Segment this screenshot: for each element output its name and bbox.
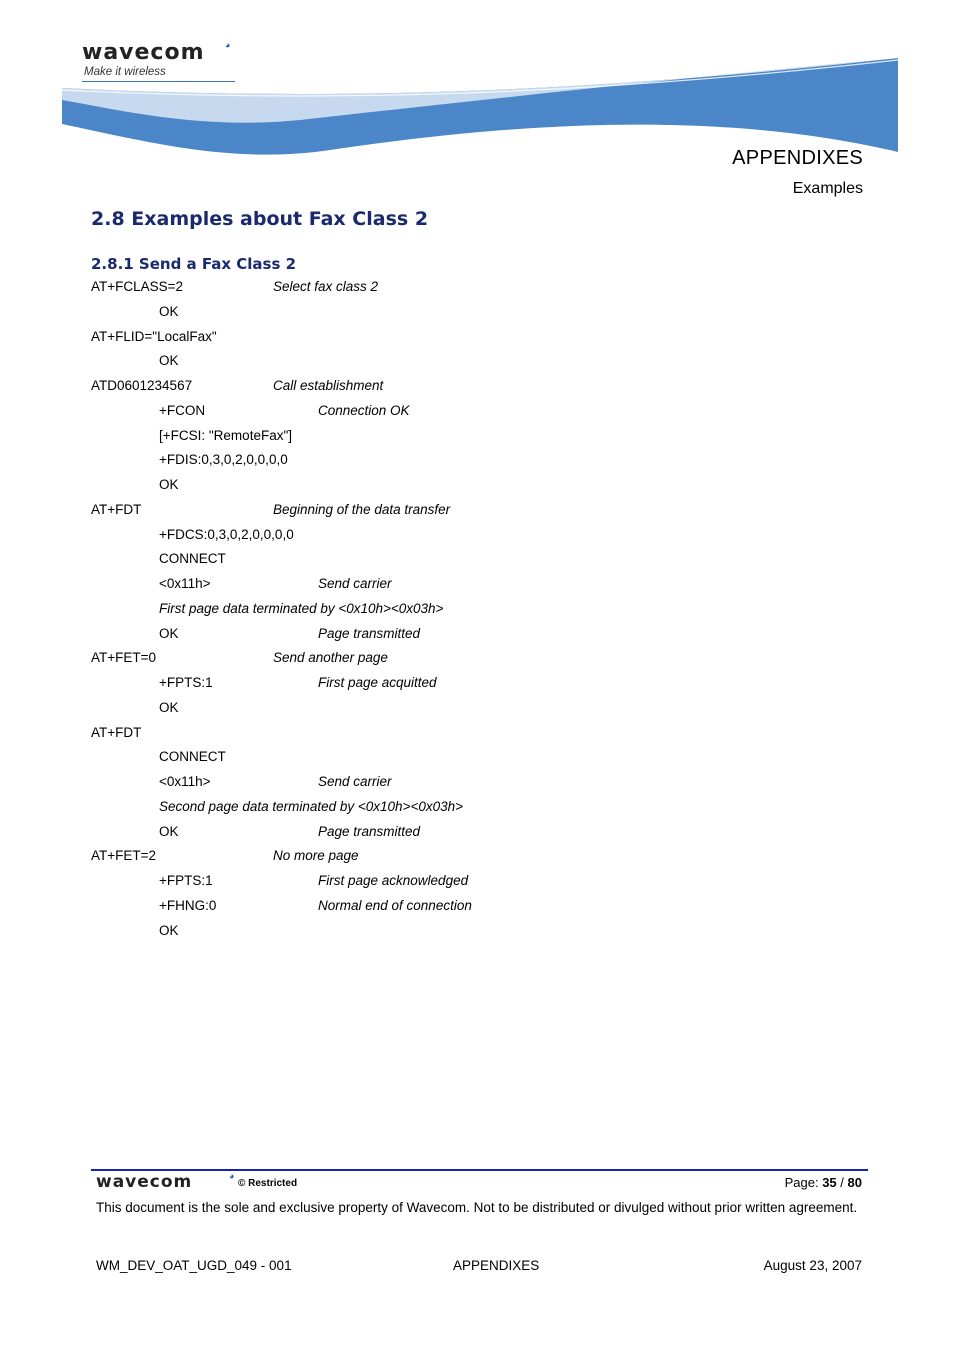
command-text: AT+FET=0 <box>91 650 157 666</box>
page-current: 35 <box>822 1175 837 1190</box>
footer-chapter: APPENDIXES <box>453 1258 540 1273</box>
subsection-heading: 2.8.1 Send a Fax Class 2 <box>91 255 297 273</box>
footer-date: August 23, 2007 <box>763 1258 862 1273</box>
doc-reference: WM_DEV_OAT_UGD_049 - 001 <box>96 1258 292 1273</box>
command-description: First page acknowledged <box>318 873 469 888</box>
footer-swirl-icon: ◕ <box>229 1171 235 1181</box>
command-description: Send carrier <box>318 576 392 591</box>
command-text: OK <box>159 303 179 319</box>
command-text: OK <box>159 353 179 369</box>
command-text: CONNECT <box>159 551 226 567</box>
registered-swirl-icon: ◕ <box>225 40 231 50</box>
command-text: AT+FDT <box>91 724 142 740</box>
footer-rule <box>91 1169 868 1171</box>
page-number <box>785 1175 862 1190</box>
command-description: Call establishment <box>273 378 384 393</box>
subchapter-title: Examples <box>792 180 863 197</box>
page-separator: / <box>840 1175 844 1190</box>
command-text: CONNECT <box>159 749 226 765</box>
confidentiality-notice: This document is the sole and exclusive property of Wavecom. Not to be distributed or divulged without prior written agreement. <box>96 1200 858 1215</box>
chapter-title: APPENDIXES <box>732 147 863 169</box>
command-text: +FPTS:1 <box>159 675 213 690</box>
command-description: Page transmitted <box>318 625 421 641</box>
page-total: 80 <box>847 1175 862 1190</box>
command-text: AT+FLID="LocalFax" <box>91 328 217 344</box>
command-text: +FDCS:0,3,0,2,0,0,0,0 <box>159 526 294 542</box>
command-text: AT+FDT <box>91 501 142 517</box>
command-text: ATD0601234567 <box>91 378 193 393</box>
command-description: Select fax class 2 <box>273 279 379 294</box>
command-text: +FHNG:0 <box>159 897 217 913</box>
command-text: <0x11h> <box>159 576 211 591</box>
command-text: +FDIS:0,3,0,2,0,0,0,0 <box>159 452 288 468</box>
command-text: +FCON <box>159 402 206 418</box>
header-wave-banner <box>0 0 954 160</box>
footer-brand-wordmark: wavecom <box>96 1172 193 1192</box>
command-description: Connection OK <box>318 402 410 418</box>
command-text: +FPTS:1 <box>159 873 213 888</box>
command-text: AT+FET=2 <box>91 848 157 864</box>
page-label: Page: <box>784 1175 819 1190</box>
command-description: First page acquitted <box>318 675 437 690</box>
command-description: Send carrier <box>318 774 392 789</box>
command-text: OK <box>159 477 179 492</box>
command-description: Beginning of the data transfer <box>273 501 451 517</box>
section-heading: 2.8 Examples about Fax Class 2 <box>91 208 429 230</box>
command-text: <0x11h> <box>159 774 211 789</box>
restricted-label: © Restricted <box>238 1178 298 1189</box>
command-description: Normal end of connection <box>318 897 472 913</box>
command-text: OK <box>159 699 179 715</box>
command-text: OK <box>159 823 179 839</box>
brand-wordmark: wavecom <box>82 40 205 65</box>
command-description: Send another page <box>273 650 388 666</box>
command-description: No more page <box>273 848 359 864</box>
command-text: OK <box>159 922 179 938</box>
command-text: OK <box>159 625 179 641</box>
command-text: [+FCSI: "RemoteFax"] <box>159 427 292 443</box>
command-description: Second page data terminated by <0x10h><0x03h> <box>159 798 463 814</box>
command-description: First page data terminated by <0x10h><0x03h> <box>159 600 444 616</box>
brand-tagline: Make it wireless <box>84 66 166 78</box>
command-text: AT+FCLASS=2 <box>91 279 184 294</box>
command-description: Page transmitted <box>318 823 421 839</box>
